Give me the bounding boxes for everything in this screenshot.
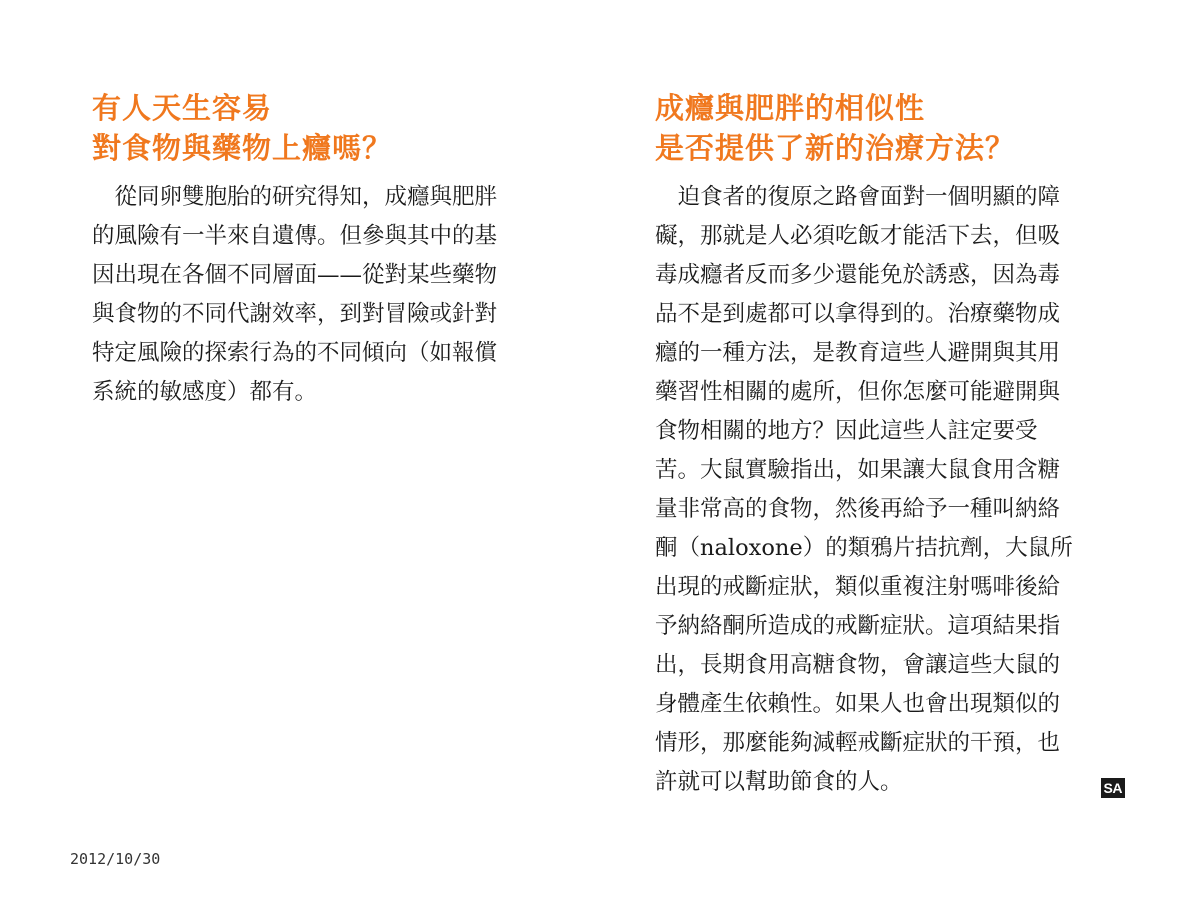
body-line: 苦。大鼠實驗指出，如果讓大鼠食用含糖	[655, 457, 1061, 483]
body-line: 食物相關的地方？因此這些人註定要受	[655, 418, 1038, 444]
right-heading-line: 成癮與肥胖的相似性	[655, 91, 926, 125]
body-line: 與食物的不同代謝效率，到對冒險或針對	[92, 301, 498, 327]
left-heading	[92, 88, 562, 168]
body-line: 藥習性相關的處所，但你怎麼可能避開與	[655, 379, 1061, 405]
right-article-section	[655, 88, 1125, 802]
body-line: 從同卵雙胞胎的研究得知，成癮與肥胖	[92, 184, 498, 210]
body-line: 予納絡酮所造成的戒斷症狀。這項結果指	[655, 613, 1061, 639]
body-line: 量非常高的食物，然後再給予一種叫納絡	[655, 496, 1061, 522]
right-body-text	[655, 178, 1125, 802]
body-line: 礙，那就是人必須吃飯才能活下去，但吸	[655, 223, 1061, 249]
body-line: 特定風險的探索行為的不同傾向（如報償	[92, 340, 498, 366]
body-line: 系統的敏感度）都有。	[92, 379, 318, 405]
body-line-last	[655, 763, 1125, 802]
body-line: 毒成癮者反而多少還能免於誘惑，因為毒	[655, 262, 1061, 288]
body-line: 情形，那麼能夠減輕戒斷症狀的干預，也	[655, 730, 1061, 756]
left-body-text	[92, 178, 562, 412]
sa-end-mark: SA	[1101, 778, 1125, 798]
body-line: 品不是到處都可以拿得到的。治療藥物成	[655, 301, 1061, 327]
body-line: 的風險有一半來自遺傳。但參與其中的基	[92, 223, 498, 249]
body-line: 身體產生依賴性。如果人也會出現類似的	[655, 691, 1061, 717]
body-line: 許就可以幫助節食的人。	[655, 769, 903, 795]
left-heading-line: 對食物與藥物上癮嗎？	[92, 131, 393, 165]
body-line: 因出現在各個不同層面——從對某些藥物	[92, 262, 498, 288]
left-article-section	[92, 88, 562, 412]
right-heading-line: 是否提供了新的治療方法？	[655, 131, 1016, 165]
left-heading-line: 有人天生容易	[92, 91, 273, 125]
body-line: 酮（naloxone）的類鴉片拮抗劑，大鼠所	[655, 535, 1073, 561]
body-line: 出，長期食用高糖食物，會讓這些大鼠的	[655, 652, 1061, 678]
body-line: 出現的戒斷症狀，類似重複注射嗎啡後給	[655, 574, 1061, 600]
right-heading	[655, 88, 1125, 168]
footer-date: 2012/10/30	[70, 850, 161, 868]
body-line: 迫食者的復原之路會面對一個明顯的障	[655, 184, 1061, 210]
body-line: 癮的一種方法，是教育這些人避開與其用	[655, 340, 1061, 366]
